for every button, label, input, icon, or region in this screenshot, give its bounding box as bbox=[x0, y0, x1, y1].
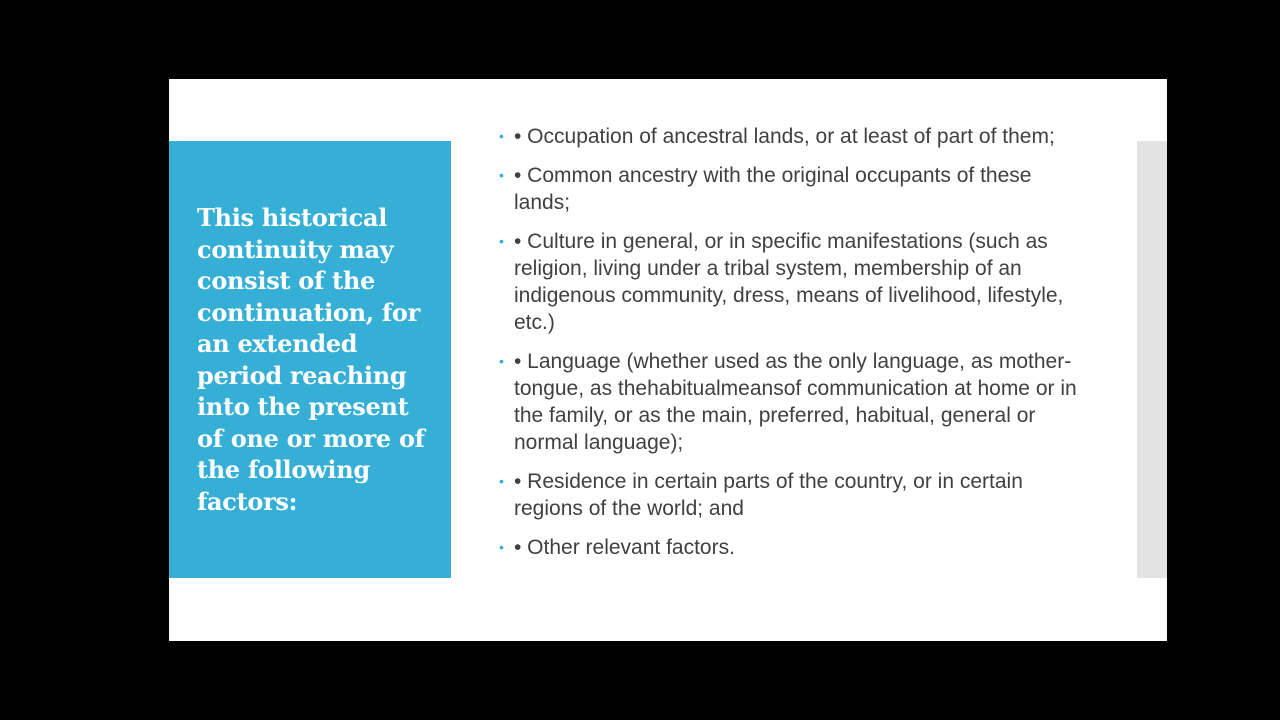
bullet-icon: • bbox=[499, 128, 504, 144]
bullet-icon: • bbox=[499, 167, 504, 183]
bullet-icon: • bbox=[499, 473, 504, 489]
bullet-list bbox=[499, 123, 1089, 573]
bullet-icon: • bbox=[499, 233, 504, 249]
side-accent-bar bbox=[1137, 141, 1167, 578]
bullet-icon: • bbox=[499, 353, 504, 369]
list-item bbox=[499, 348, 1089, 456]
slide-title: This historical continuity may consist of the continuation, for an extended period reaching into the present of one or more of the following factors: bbox=[197, 203, 425, 516]
list-item bbox=[499, 534, 1089, 561]
bullet-icon: • bbox=[499, 539, 504, 555]
slide bbox=[169, 79, 1167, 641]
list-item-text: • Culture in general, or in specific manifestations (such as religion, living under a tribal system, membership of an indigenous community, dress, means of livelihood, lifestyle, etc.) bbox=[514, 230, 1064, 334]
list-item-text: • Occupation of ancestral lands, or at least of part of them; bbox=[514, 125, 1055, 148]
list-item-text: • Common ancestry with the original occupants of these lands; bbox=[514, 164, 1032, 214]
list-item bbox=[499, 468, 1089, 522]
list-item bbox=[499, 162, 1089, 216]
list-item-text: • Other relevant factors. bbox=[514, 536, 735, 559]
list-item bbox=[499, 228, 1089, 336]
list-item bbox=[499, 123, 1089, 150]
title-box bbox=[169, 141, 451, 578]
list-item-text: • Language (whether used as the only language, as mother-tongue, as thehabitualmeansof communication at home or in the family, or as the main, preferred, habitual, general or normal language); bbox=[514, 350, 1077, 454]
list-item-text: • Residence in certain parts of the country, or in certain regions of the world; and bbox=[514, 470, 1023, 520]
